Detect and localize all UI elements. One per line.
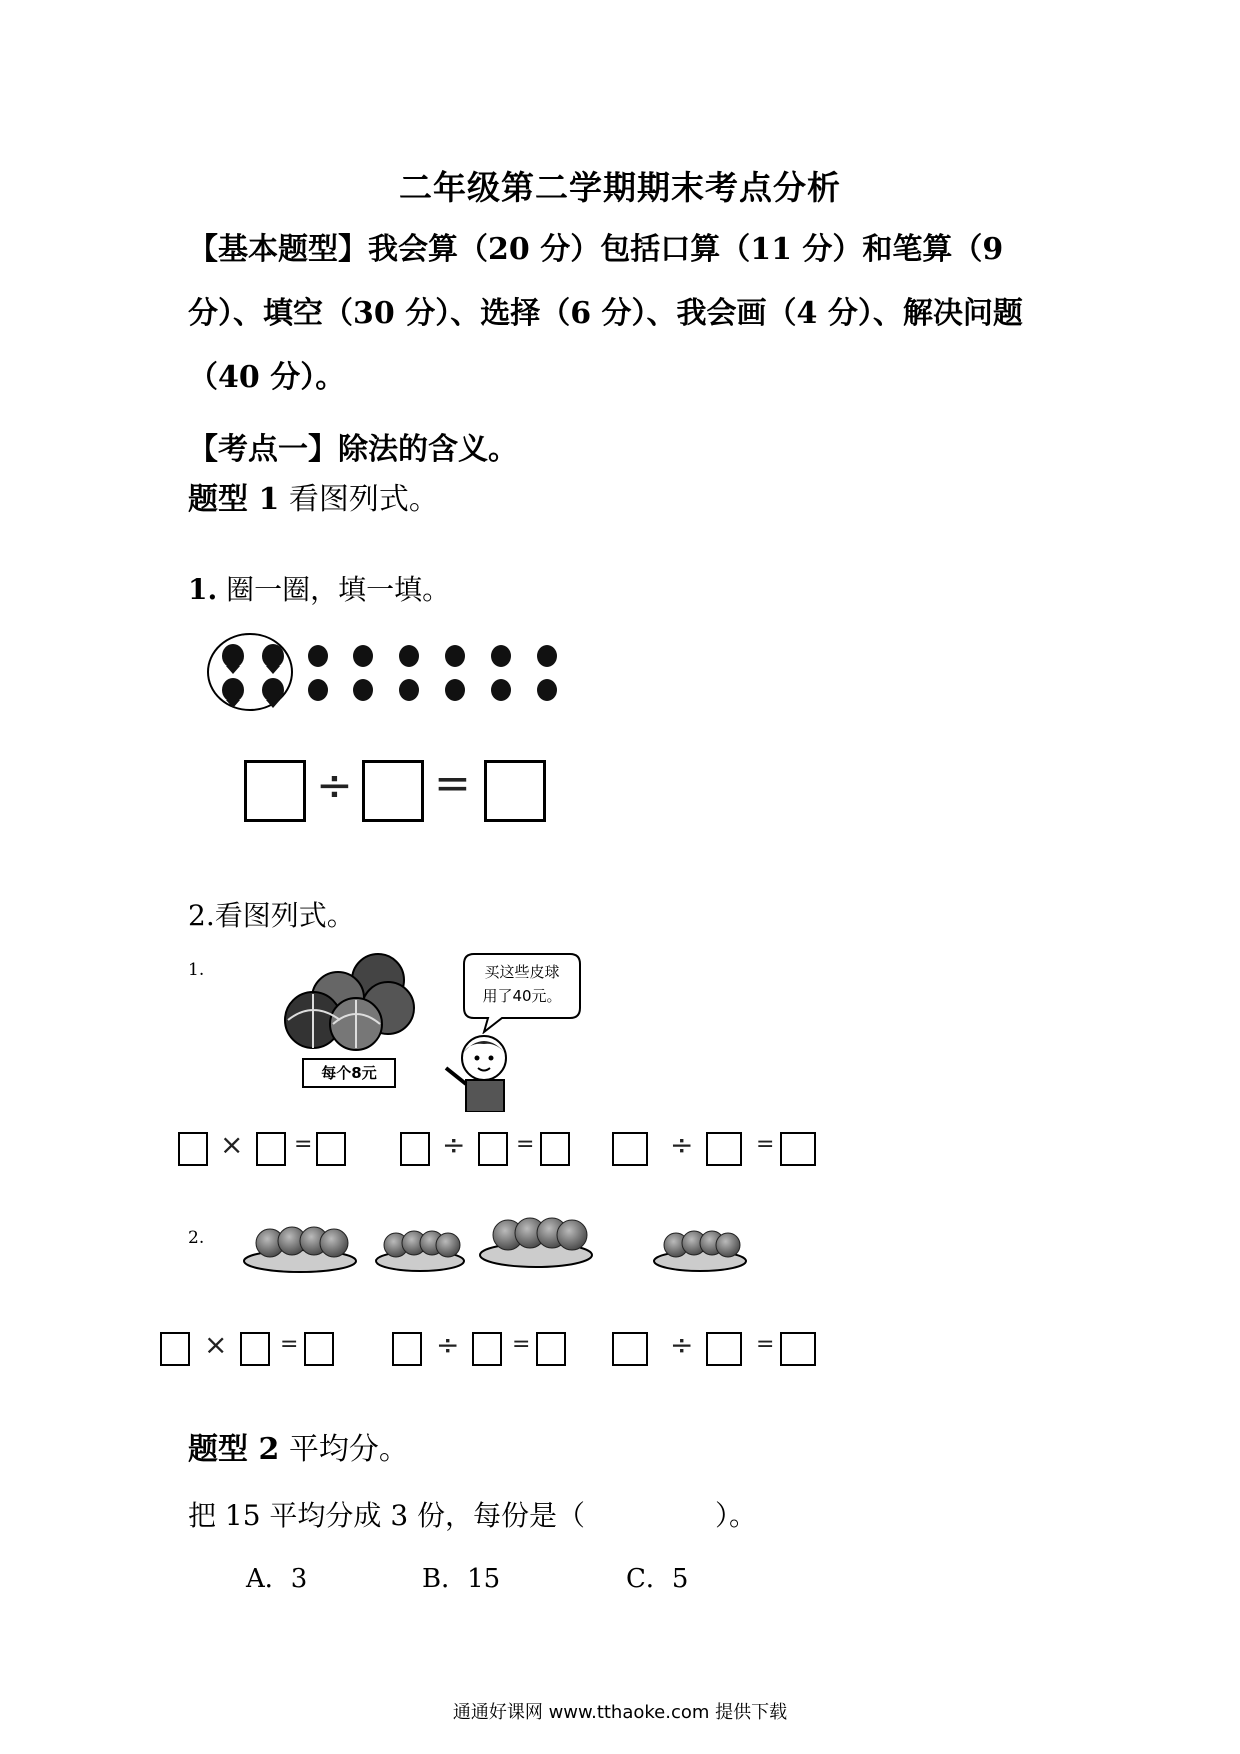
price-tag: 每个8元 [302, 1058, 396, 1088]
strawberry-figure [200, 628, 580, 718]
strawberry-icon [445, 645, 465, 701]
question-3-close: ）。 [715, 1499, 758, 1532]
strawberry-icon [491, 645, 511, 701]
answer-box[interactable] [612, 1132, 648, 1166]
page-title: 二年级第二学期期末考点分析 [399, 168, 841, 207]
bubble-line-1: 买这些皮球 [484, 963, 560, 981]
strawberry-icon [399, 645, 419, 701]
question-1-text: 圈一圈，填一填。 [217, 573, 451, 606]
tixing-1-heading [188, 474, 439, 518]
option-a[interactable]: A．3 [246, 1564, 308, 1594]
speech-bubble-text [472, 960, 572, 1008]
answer-box[interactable] [362, 760, 424, 822]
plate-icon [244, 1227, 356, 1272]
tixing-1-prefix: 题型 1 [188, 482, 280, 517]
question-1-num: 1. [188, 573, 218, 606]
answer-box[interactable] [536, 1332, 566, 1366]
strawberry-icon [262, 678, 284, 708]
answer-box[interactable] [484, 760, 546, 822]
equals-symbol: = [294, 1132, 313, 1157]
answer-box[interactable] [316, 1132, 346, 1166]
answer-box[interactable] [244, 760, 306, 822]
footer-text: 通通好课网 www.tthaoke.com 提供下载 [452, 1702, 788, 1723]
answer-box[interactable] [472, 1332, 502, 1366]
divide-symbol: ÷ [436, 1328, 460, 1361]
answer-box[interactable] [706, 1132, 742, 1166]
apple-plates-figure [240, 1205, 760, 1281]
answer-box[interactable] [706, 1332, 742, 1366]
sub-question-2-num: 2. [188, 1228, 205, 1248]
option-b[interactable]: B．15 [422, 1564, 501, 1594]
answer-box[interactable] [540, 1132, 570, 1166]
kaodian-1-heading: 【考点一】除法的含义。 [188, 432, 518, 467]
question-2: 2.看图列式。 [188, 899, 355, 932]
question-3 [188, 1494, 757, 1534]
answer-box[interactable] [400, 1132, 430, 1166]
equals-symbol: = [516, 1132, 535, 1157]
answer-box[interactable] [478, 1132, 508, 1166]
intro-paragraph: 【基本题型】我会算（20 分）包括口算（11 分）和笔算（9 分）、填空（30 分）、选择（6 分）、我会画（4 分）、解决问题（40 分）。 [188, 232, 1023, 395]
plate-icon [654, 1231, 746, 1271]
answer-box[interactable] [304, 1332, 334, 1366]
plate-icon [376, 1231, 464, 1271]
answer-box[interactable] [160, 1332, 190, 1366]
answer-box[interactable] [240, 1332, 270, 1366]
bubble-line-2: 用了40元。 [482, 987, 562, 1005]
equals-symbol: = [512, 1332, 531, 1357]
strawberry-icon [222, 644, 244, 674]
answer-box[interactable] [256, 1132, 286, 1166]
sub-question-1-num: 1. [188, 960, 205, 980]
divide-symbol: ÷ [442, 1128, 466, 1161]
strawberry-icon [353, 645, 373, 701]
tixing-2-heading [188, 1424, 409, 1468]
answer-box[interactable] [178, 1132, 208, 1166]
balls-figure [278, 952, 418, 1052]
answer-box[interactable] [780, 1332, 816, 1366]
multiply-symbol: × [220, 1128, 244, 1161]
plate-icon [480, 1218, 592, 1267]
answer-box[interactable] [612, 1332, 648, 1366]
multiply-symbol: × [204, 1328, 228, 1361]
strawberry-icon [537, 645, 557, 701]
divide-symbol: ÷ [316, 760, 353, 811]
answer-box[interactable] [780, 1132, 816, 1166]
divide-symbol: ÷ [670, 1128, 694, 1161]
tixing-2-prefix: 题型 2 [188, 1432, 280, 1467]
equals-symbol: = [756, 1132, 775, 1157]
option-c[interactable]: C．5 [626, 1564, 689, 1594]
answer-box[interactable] [392, 1332, 422, 1366]
tixing-1-text: 看图列式。 [279, 482, 439, 517]
question-3-text: 把 15 平均分成 3 份，每份是（ [188, 1499, 586, 1532]
equals-symbol: = [280, 1332, 299, 1357]
tixing-2-text: 平均分。 [279, 1432, 409, 1467]
boy-icon [440, 1028, 520, 1112]
equals-symbol: = [756, 1332, 775, 1357]
equals-symbol: = [434, 758, 471, 809]
strawberry-icon [262, 644, 284, 674]
strawberry-icon [308, 645, 328, 701]
divide-symbol: ÷ [670, 1328, 694, 1361]
question-1 [188, 568, 450, 608]
